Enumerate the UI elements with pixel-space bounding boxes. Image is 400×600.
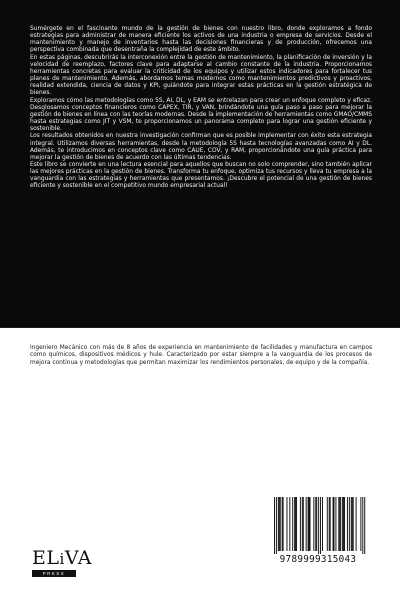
barcode-bar <box>300 497 301 551</box>
barcode-bar <box>318 497 319 554</box>
barcode-bar <box>295 497 296 551</box>
barcode-bar <box>283 497 284 551</box>
publisher-logo-wordmark <box>32 547 92 569</box>
barcode-bar <box>333 497 334 551</box>
barcode-bar <box>289 497 290 551</box>
synopsis-paragraph: Este libro se convierte en una lectura esencial para aquellos que buscan no solo comprender, sino también aplicar las mejores prácticas en la gestión de bienes. Transforma tu enfoque, optimiza tus recursos y lleva tu empresa a la vanguardia con las estrategias y herramientas que presentamos. ¡Descubre el potencial de una gestión de bienes eficiente y sostenible en el competitivo mundo empresarial actual! <box>30 161 372 190</box>
barcode-bar <box>334 497 335 551</box>
barcode-bar <box>352 497 353 551</box>
barcode-bar <box>329 497 330 551</box>
synopsis-paragraph: Exploramos cómo las metodologías como 5S, AI, DL, y EAM se entrelazan para crear un enfoque completo y eficaz. Desglosamos conceptos financieros como CAPEX, TIR, y VAN, brindándote una guía paso a paso para mejorar la gestión de bienes en línea con las teorías modernas. Desde la implementación de herramientas como GMAO/CMMS hasta estrategias como JIT y VSM, te proporcionamos un panorama completo para lograr una gestión eficiente y sostenible. <box>30 97 372 133</box>
publisher-logo <box>32 547 92 588</box>
barcode-bar <box>292 497 293 551</box>
barcode-bar <box>278 497 279 551</box>
barcode-bar <box>296 497 297 551</box>
isbn-number: 9789999315043 <box>279 554 357 565</box>
barcode-bar <box>351 497 352 551</box>
barcode-bar <box>274 497 275 554</box>
barcode-bar <box>335 497 336 551</box>
barcode-bar <box>362 497 363 554</box>
isbn-barcode <box>268 495 368 569</box>
synopsis-paragraph: Los resultados obtenidos en nuestra investigación confirman que es posible implementar con éxito esta estrategia integral. Utilizamos diversas herramientas, desde la metodología 5S hasta tecnologías avanzadas como AI y DL. Además, te introducimos en conceptos clave como CAUE, COV, y RAM, proporcionándote una guía práctica para mejorar la gestión de bienes de acuerdo con las últimas tendencias. <box>30 133 372 161</box>
barcode-bar <box>347 497 348 551</box>
synopsis-text <box>30 26 372 191</box>
barcode-bar <box>280 497 281 551</box>
barcode-bar <box>320 497 321 554</box>
barcode-bar <box>339 497 340 551</box>
author-bio: Ingeniero Mecánico con más de 8 años de experiencia en mantenimiento de facilidades y manufactura en campos como químicos, dispositivos médicos y hule. Caracterizado por estar siempre a la vanguardia de los procesos de mejora continua y metodologías que permitan maximizar los rendimientos personales, de equipo y de la compañía. <box>30 345 372 366</box>
barcode-bar <box>276 497 277 554</box>
barcode-bar <box>315 497 316 551</box>
barcode-bar <box>327 497 328 551</box>
barcode-bar <box>313 497 314 551</box>
barcode-bar <box>340 497 341 551</box>
barcode-bar <box>349 497 350 551</box>
barcode-bar <box>353 497 354 551</box>
barcode-bar <box>308 497 309 551</box>
synopsis-paragraph: En estas páginas, descubrirás la interconexión entre la gestión de mantenimiento, la planificación de inversión y la velocidad de reemplazo, factores clave para adaptarse al cambio constante de la industria. Proporcionamos herramientas concretas para evaluar la criticidad de los equipos y utilizar estos indicadores para fortalecer tus planes de mantenimiento. Además, abordamos temas modernos como mantenimientos predictivos y proactivos, realidad extendida, ciencia de datos y KPI, guiándote para integrar estas prácticas en la gestión estratégica de bienes. <box>30 54 372 97</box>
barcode-bar <box>343 497 344 551</box>
barcode-bar <box>294 497 295 551</box>
barcode-bar <box>360 497 361 551</box>
barcode-bar <box>282 497 283 551</box>
barcode-bar <box>309 497 310 551</box>
barcode-bar <box>322 497 323 551</box>
publisher-logo-letters: ELiVA <box>32 547 92 569</box>
barcode-bar <box>310 497 311 551</box>
barcode-bar <box>342 497 343 551</box>
barcode-bar <box>303 497 304 551</box>
barcode-bar <box>330 497 331 551</box>
publisher-logo-subtitle: PRESS <box>32 570 76 577</box>
barcode-bar <box>279 497 280 551</box>
barcode-bar <box>316 497 317 551</box>
barcode-bar <box>364 497 365 554</box>
barcode-bar <box>344 497 345 551</box>
barcode-bar <box>286 497 287 551</box>
synopsis-paragraph: Sumérgete en el fascinante mundo de la gestión de bienes con nuestro libro, donde exploramos a fondo estrategias para administrar de manera eficiente los activos de una industria o empresa de servicios. Desde el mantenimiento y manejo de inventarios hasta las decisiones financieras y de producción, ofrecemos una perspectiva combinada que desentraña la complejidad de este ámbito. <box>30 26 372 54</box>
barcode-bar <box>306 497 307 551</box>
barcode-bar <box>338 497 339 551</box>
barcode-bar <box>302 497 303 551</box>
barcode-bars <box>268 495 368 555</box>
barcode-bar <box>356 497 357 551</box>
